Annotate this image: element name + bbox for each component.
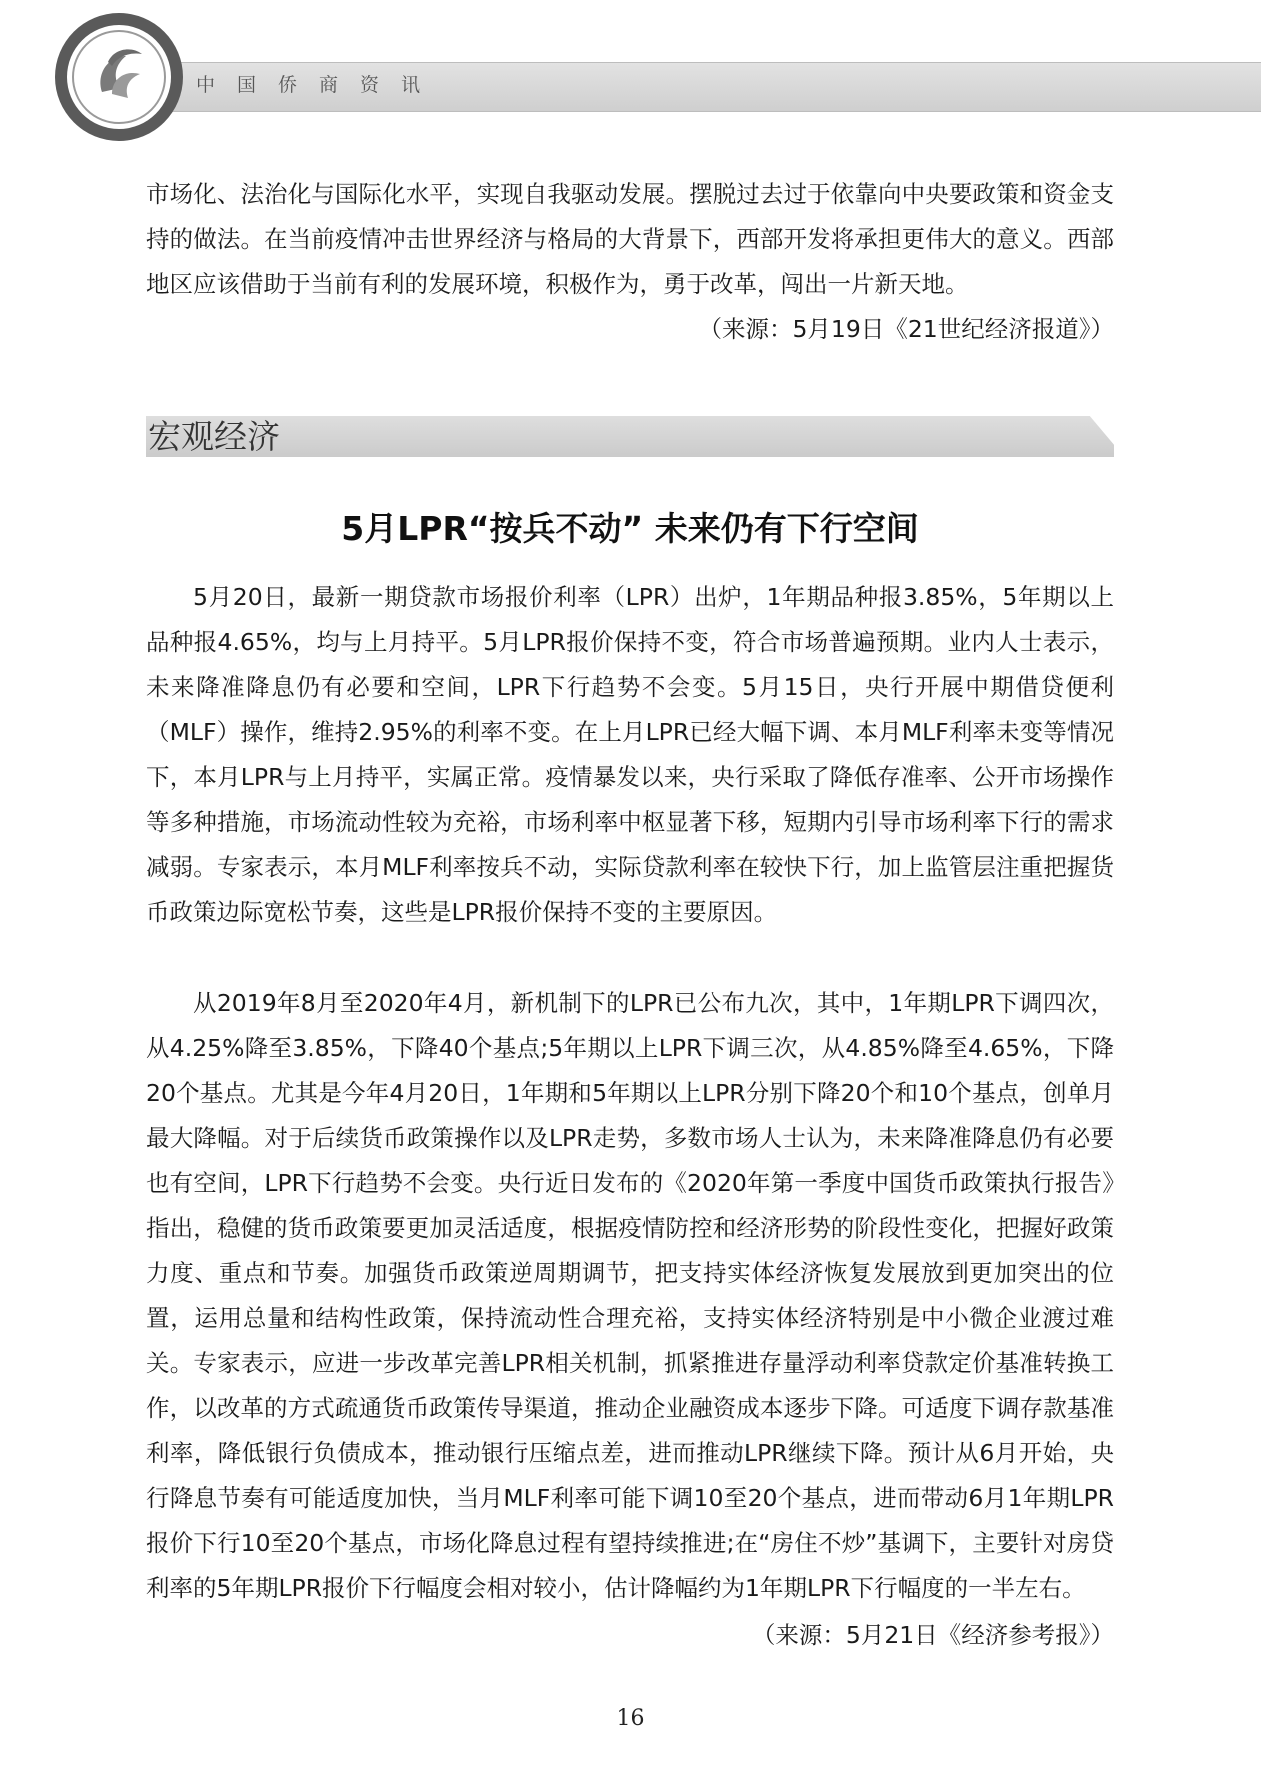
page-number: 16: [616, 1706, 645, 1731]
article-source: （来源：5月21日《经济参考报》）: [751, 1621, 1114, 1649]
article-paragraph-2: 从2019年8月至2020年4月，新机制下的LPR已公布九次，其中，1年期LPR下调四次，从4.25%降至3.85%，下降40个基点;5年期以上LPR下调三次，从4.85%降至4.65%，下降20个基点。尤其是今年4月20日，1年期和5年期以上LPR分别下降20个和10个基点，创单月最大降幅。对于后续货币政策操作以及LPR走势，多数市场人士认为，未来降准降息仍有必要也有空间，LPR下行趋势不会变。央行近日发布的《2020年第一季度中国货币政策执行报告》指出，稳健的货币政策要更加灵活适度，根据疫情防控和经济形势的阶段性变化，把握好政策力度、重点和节奏。加强货币政策逆周期调节，把支持实体经济恢复发展放到更加突出的位置，运用总量和结构性政策，保持流动性合理充裕，支持实体经济特别是中小微企业渡过难关。专家表示，应进一步改革完善LPR相关机制，抓紧推进存量浮动利率贷款定价基准转换工作，以改革的方式疏通货币政策传导渠道，推动企业融资成本逐步下降。可适度下调存款基准利率，降低银行负债成本，推动银行压缩点差，进而推动LPR继续下降。预计从6月开始，央行降息节奏有可能适度加快，当月MLF利率可能下调10至20个基点，进而带动6月1年期LPR报价下行10至20个基点，市场化降息过程有望持续推进;在“房住不炒”基调下，主要针对房贷利率的5年期LPR报价下行幅度会相对较小，估计降幅约为1年期LPR下行幅度的一半左右。: [146, 989, 1114, 1602]
top-paragraph-source: （来源：5月19日《21世纪经济报道》）: [698, 315, 1114, 343]
top-paragraph: 市场化、法治化与国际化水平，实现自我驱动发展。摆脱过去过于依靠向中央要政策和资金支持的做法。在当前疫情冲击世界经济与格局的大背景下，西部开发将承担更伟大的意义。西部地区应该借助于当前有利的发展环境，积极作为，勇于改革，闯出一片新天地。: [146, 180, 1114, 298]
article-title: 5月LPR“按兵不动” 未来仍有下行空间: [341, 509, 919, 548]
logo-icon: [50, 8, 188, 146]
article-paragraph-1: 5月20日，最新一期贷款市场报价利率（LPR）出炉，1年期品种报3.85%，5年期以上品种报4.65%，均与上月持平。5月LPR报价保持不变，符合市场普遍预期。业内人士表示，未来降准降息仍有必要和空间，LPR下行趋势不会变。5月15日，央行开展中期借贷便利（MLF）操作，维持2.95%的利率不变。在上月LPR已经大幅下调、本月MLF利率未变等情况下，本月LPR与上月持平，实属正常。疫情暴发以来，央行采取了降低存准率、公开市场操作等多种措施，市场流动性较为充裕，市场利率中枢显著下移，短期内引导市场利率下行的需求减弱。专家表示，本月MLF利率按兵不动，实际贷款利率在较快下行，加上监管层注重把握货币政策边际宽松节奏，这些是LPR报价保持不变的主要原因。: [146, 583, 1114, 926]
section-title: 宏观经济: [148, 417, 280, 456]
publication-title: 中国侨商资讯: [196, 74, 443, 96]
section-bar: [146, 416, 1114, 457]
